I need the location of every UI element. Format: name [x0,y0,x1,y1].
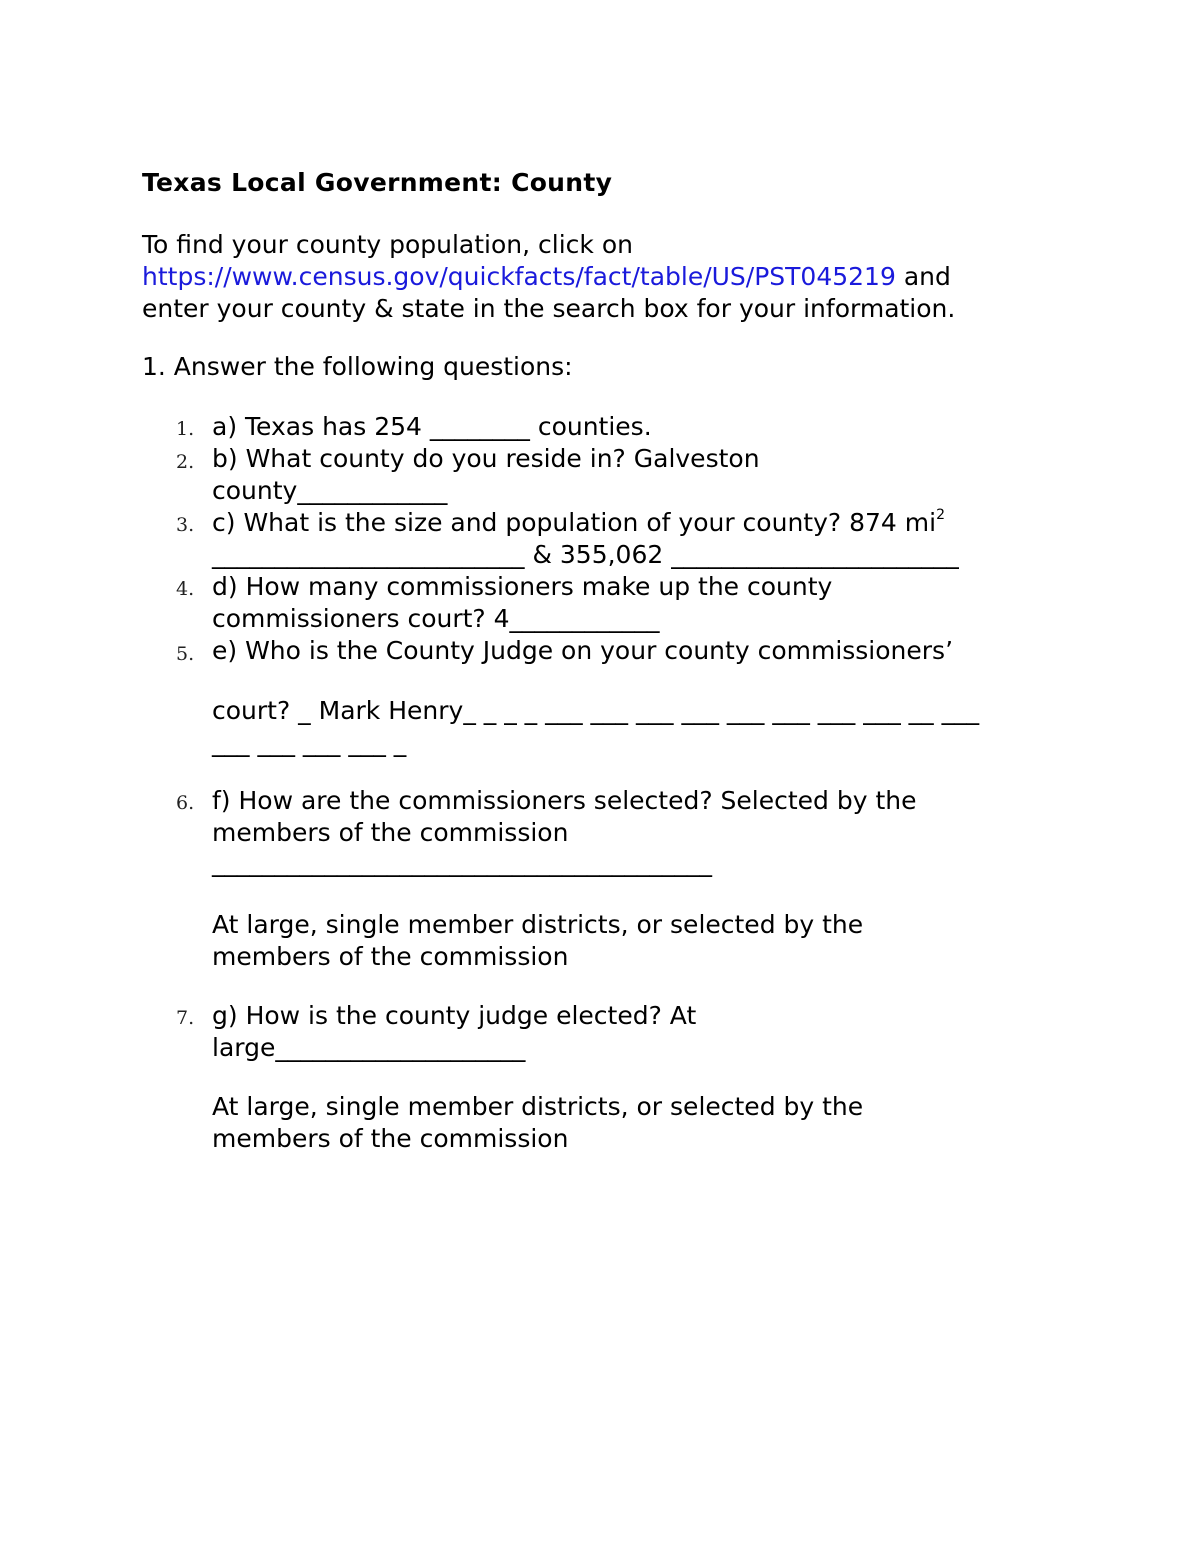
options-line: At large, single member districts, or selected by the [212,1092,864,1121]
question-line: b) What county do you reside in? Galveston [212,444,760,473]
question-e [212,635,979,759]
page-title: Texas Local Government: County [142,168,613,197]
question-g [212,1000,696,1064]
list-number: 4. [176,578,195,600]
answer-line: county____________ [212,476,448,505]
answer-line: ___ ___ ___ ___ _ [212,728,407,757]
list-number: 6. [176,792,195,814]
intro-paragraph [142,229,955,325]
question-a [212,411,652,443]
intro-line-1: To find your county population, click on [142,230,633,259]
options-line: At large, single member districts, or selected by the [212,910,864,939]
question-line: d) How many commissioners make up the county [212,572,833,601]
list-number: 2. [176,451,195,473]
question-b [212,443,760,507]
question-line: f) How are the commissioners selected? Selected by the [212,786,917,815]
options-note [212,909,863,973]
answer-line: ________________________________________ [212,848,712,877]
question-line [212,507,959,539]
intro-link-trailer: and [895,262,951,291]
options-line: members of the commission [212,1124,569,1153]
question-text: c) What is the size and population of your county? 874 mi [212,508,937,537]
question-line: e) Who is the County Judge on your county commissioners’ [212,636,954,665]
options-line: members of the commission [212,942,569,971]
question-f [212,785,917,879]
answer-line: large____________________ [212,1033,526,1062]
question-d [212,571,832,635]
question-line: g) How is the county judge elected? At [212,1001,697,1030]
intro-line-2 [142,261,955,293]
answer-line: commissioners court? 4____________ [212,604,660,633]
list-number: 1. [176,418,195,440]
superscript: 2 [936,507,945,523]
answer-line: _________________________ & 355,062 _______________________ [212,540,959,569]
intro-line-3: enter your county & state in the search box for your information. [142,294,956,323]
answer-line: court? _ Mark Henry_ _ _ _ ___ ___ ___ ___ ___ ___ ___ ___ __ ___ [212,696,980,725]
list-number: 5. [176,643,195,665]
questions-lead: 1. Answer the following questions: [142,352,573,381]
list-number: 3. [176,514,195,536]
options-note [212,1091,863,1155]
census-link[interactable]: https://www.census.gov/quickfacts/fact/table/US/PST045219 [142,262,896,291]
list-number: 7. [176,1007,195,1029]
question-line: a) Texas has 254 ________ counties. [212,412,652,441]
answer-line: members of the commission [212,818,569,847]
question-c [212,507,959,571]
